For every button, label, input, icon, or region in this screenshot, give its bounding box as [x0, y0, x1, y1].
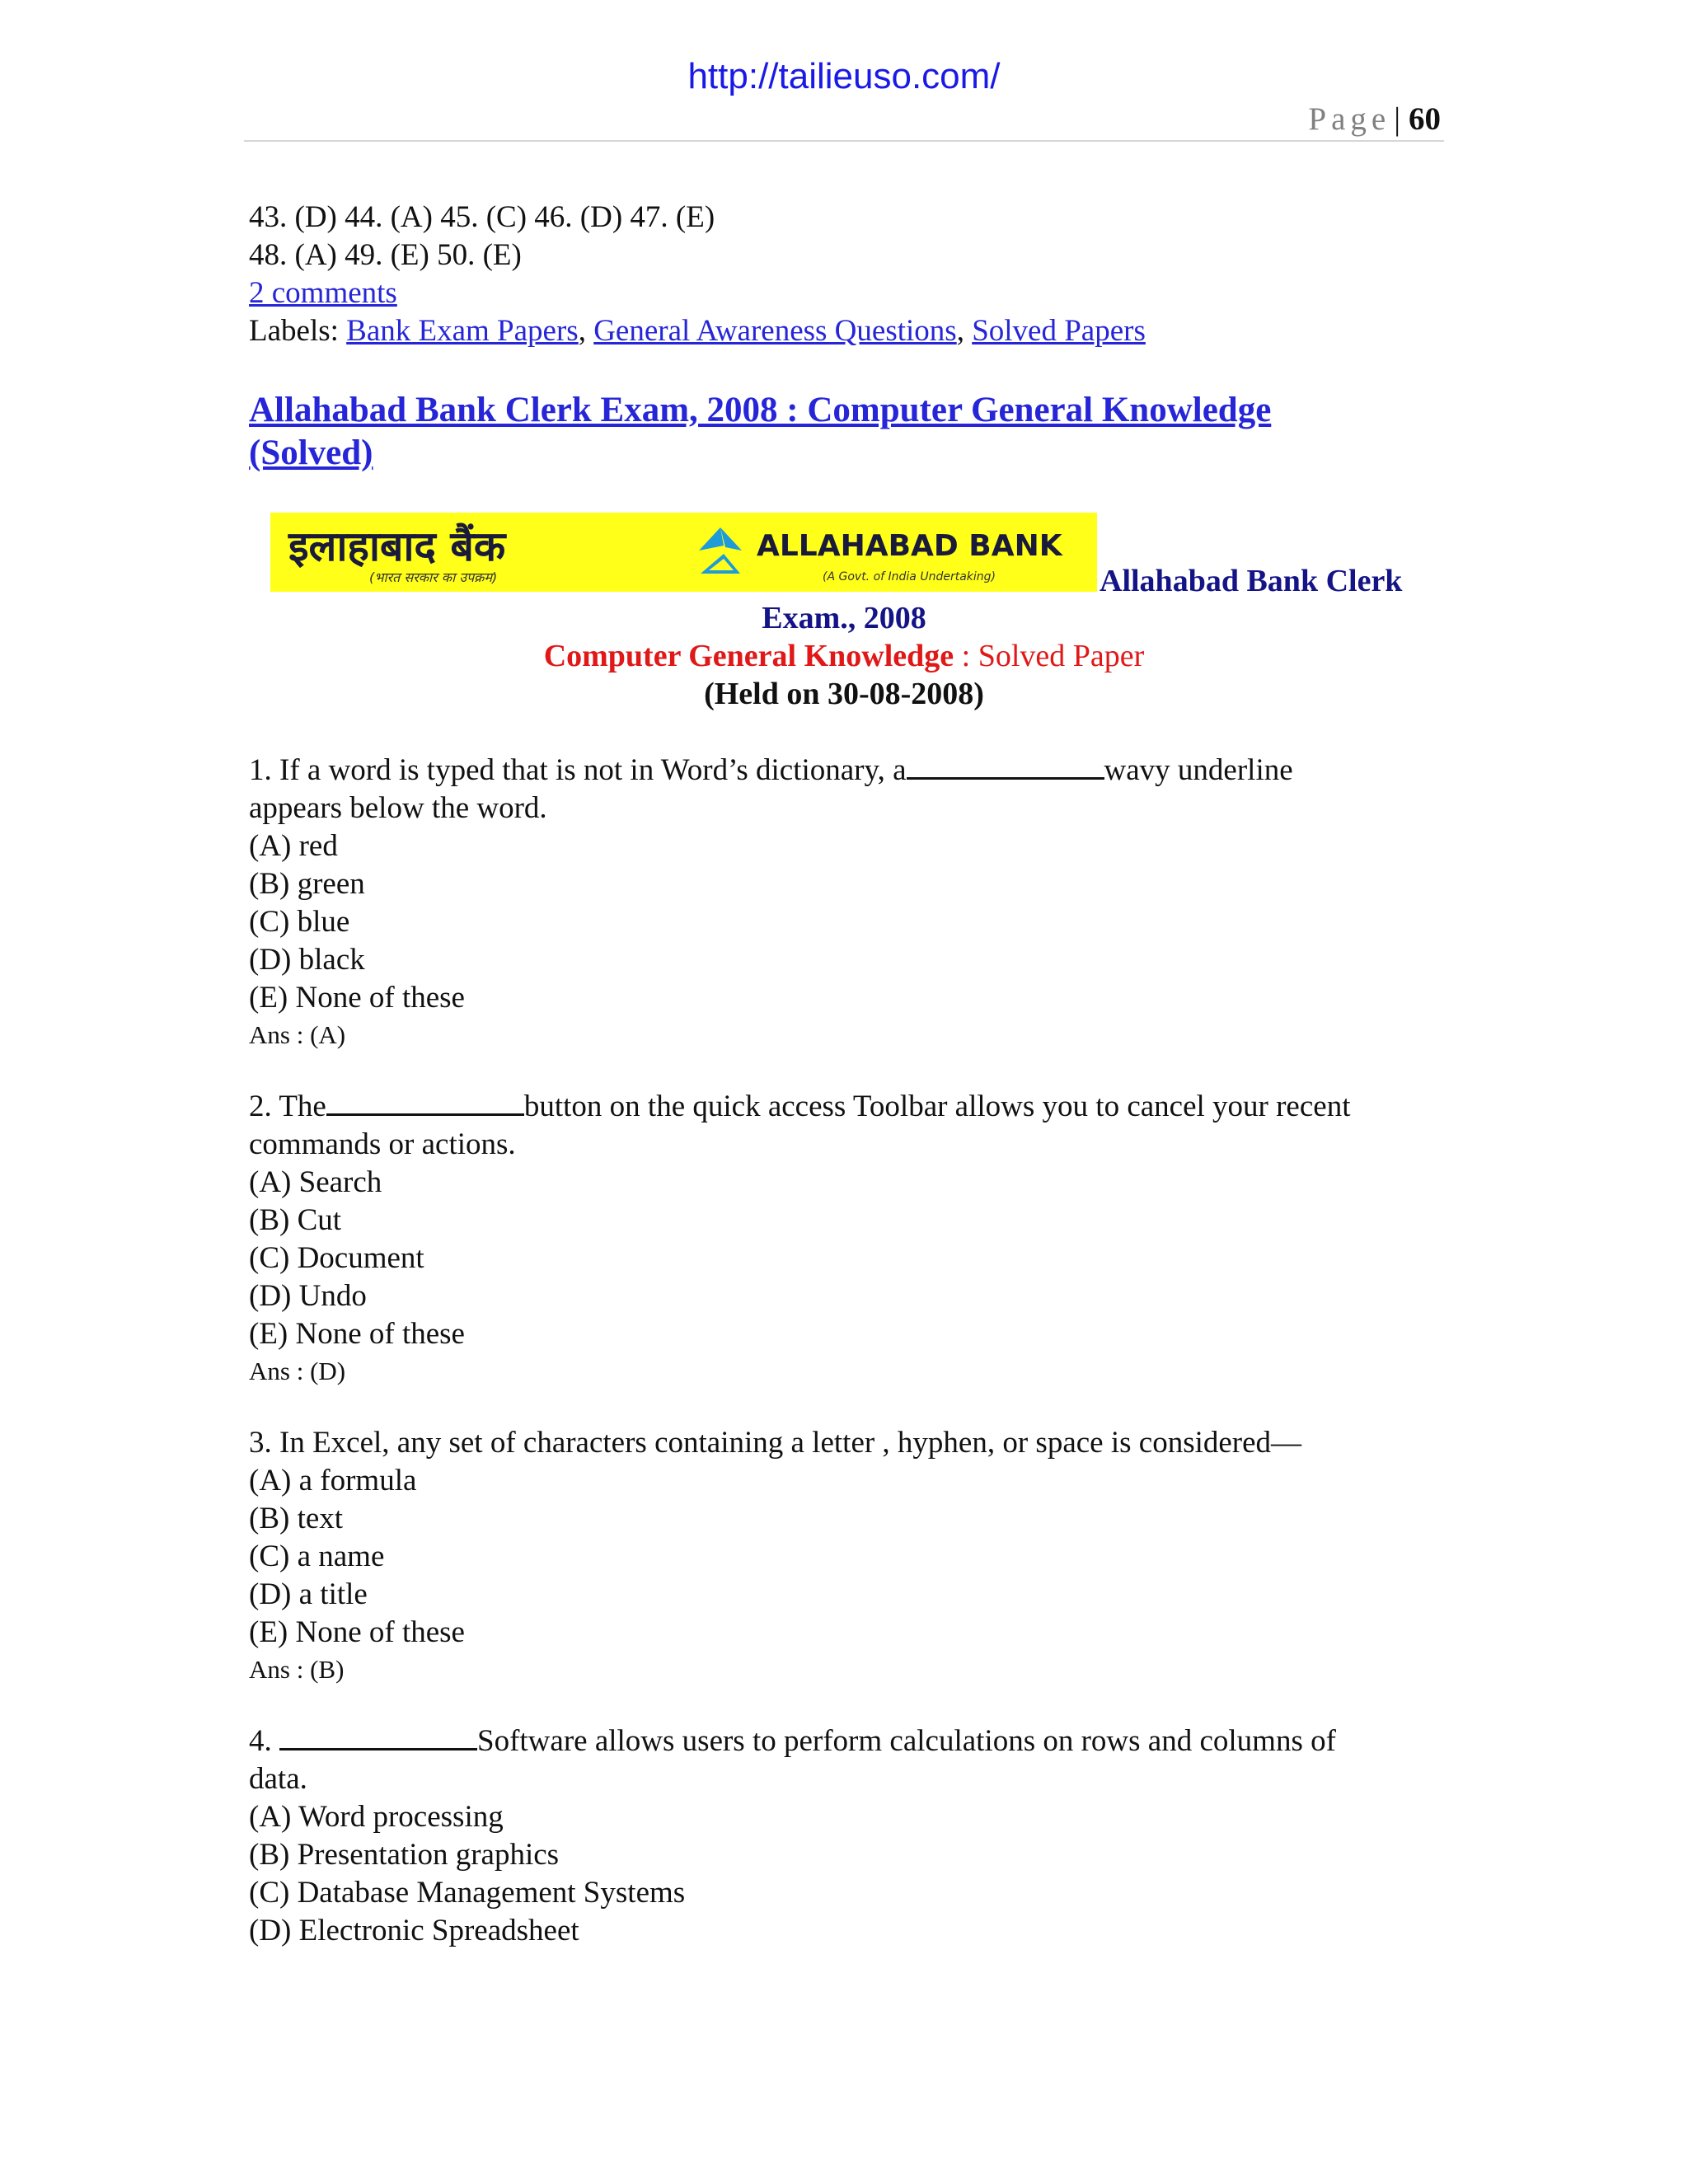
page-number-label — [1308, 101, 1441, 138]
question-2-option-b: (B) Cut — [249, 1203, 342, 1237]
label-link-general-awareness[interactable]: General Awareness Questions — [593, 314, 957, 348]
allahabad-bank-logo — [270, 513, 1097, 592]
question-4-part-2: Software allows users to perform calculations on rows and columns of — [477, 1724, 1336, 1758]
question-3-option-b: (B) text — [249, 1502, 344, 1535]
answer-key-line-1: 43. (D) 44. (A) 45. (C) 46. (D) 47. (E) — [249, 200, 715, 234]
question-4-part-1: 4. — [249, 1724, 279, 1758]
label-link-solved-papers[interactable]: Solved Papers — [972, 314, 1146, 348]
exam-heading-year: Exam., 2008 — [762, 601, 926, 635]
post-title-line-2[interactable]: (Solved) — [249, 434, 373, 472]
question-1-part-1: 1. If a word is typed that is not in Word’s dictionary, a — [249, 753, 907, 787]
question-4-option-c: (C) Database Management Systems — [249, 1876, 686, 1910]
question-2-part-2: button on the quick access Toolbar allows you to cancel your recent — [523, 1090, 1351, 1123]
question-2-option-a: (A) Search — [249, 1165, 382, 1199]
question-2-option-c: (C) Document — [249, 1241, 424, 1275]
label-link-bank-exam-papers[interactable]: Bank Exam Papers — [346, 314, 579, 348]
question-1-text — [249, 752, 1293, 790]
subject-bold: Computer General Knowledge — [543, 639, 954, 673]
page-number: 60 — [1409, 101, 1441, 137]
question-1-option-a: (A) red — [249, 829, 338, 863]
question-4-option-b: (B) Presentation graphics — [249, 1838, 560, 1872]
question-4-text — [249, 1722, 1336, 1760]
label-separator: , — [578, 314, 586, 348]
subject-rest: : Solved Paper — [954, 639, 1145, 673]
question-3-option-c: (C) a name — [249, 1540, 385, 1573]
held-on-date: (Held on 30-08-2008) — [704, 677, 984, 711]
logo-hindi-name: इलाहाबाद बैंक — [288, 523, 506, 570]
question-2-text — [249, 1088, 1350, 1126]
question-3-answer: Ans : (B) — [249, 1655, 345, 1684]
exam-heading-inline: Allahabad Bank Clerk — [1100, 564, 1403, 598]
labels-row — [249, 312, 1146, 350]
question-1-option-c: (C) blue — [249, 905, 350, 939]
answer-key-line-2: 48. (A) 49. (E) 50. (E) — [249, 238, 522, 272]
page-separator: | — [1394, 101, 1400, 137]
header-rule — [244, 140, 1444, 142]
answer-blank — [279, 1723, 477, 1750]
question-4-option-d: (D) Electronic Spreadsheet — [249, 1914, 579, 1947]
logo-english-name: ALLAHABAD BANK — [757, 529, 1062, 563]
answer-blank — [326, 1089, 524, 1116]
answer-blank — [907, 752, 1104, 780]
site-url-link[interactable]: http://tailieuso.com/ — [687, 56, 1001, 96]
question-1-part-2: wavy underline — [1104, 753, 1293, 787]
logo-english-sub: (A Govt. of India Undertaking) — [823, 570, 996, 583]
question-3-option-a: (A) a formula — [249, 1464, 417, 1497]
question-4-option-a: (A) Word processing — [249, 1800, 504, 1834]
question-3-text: 3. In Excel, any set of characters containing a letter , hyphen, or space is considered— — [249, 1426, 1302, 1460]
question-4-continuation: data. — [249, 1762, 307, 1796]
logo-hindi-sub: (भारत सरकार का उपक्रम) — [369, 569, 498, 585]
question-2-part-1: 2. The — [249, 1090, 326, 1123]
question-2-option-e: (E) None of these — [249, 1317, 465, 1351]
post-title-link[interactable] — [249, 389, 1419, 475]
question-1-option-e: (E) None of these — [249, 981, 465, 1015]
question-1-option-b: (B) green — [249, 867, 365, 901]
post-title-line-1[interactable]: Allahabad Bank Clerk Exam, 2008 : Computer General Knowledge — [249, 391, 1272, 429]
page-word: Page — [1308, 101, 1391, 137]
question-2-answer: Ans : (D) — [249, 1357, 346, 1385]
question-1-answer: Ans : (A) — [249, 1020, 346, 1049]
question-2-continuation: commands or actions. — [249, 1127, 516, 1161]
labels-prefix: Labels: — [249, 314, 339, 348]
question-1-continuation: appears below the word. — [249, 791, 547, 825]
subject-line — [0, 637, 1688, 675]
question-2-option-d: (D) Undo — [249, 1279, 367, 1313]
allahabad-bank-emblem-icon — [699, 527, 742, 574]
comments-link[interactable]: 2 comments — [249, 276, 397, 310]
question-3-option-e: (E) None of these — [249, 1615, 465, 1649]
question-3-option-d: (D) a title — [249, 1577, 368, 1611]
label-separator: , — [956, 314, 964, 348]
question-1-option-d: (D) black — [249, 943, 365, 977]
